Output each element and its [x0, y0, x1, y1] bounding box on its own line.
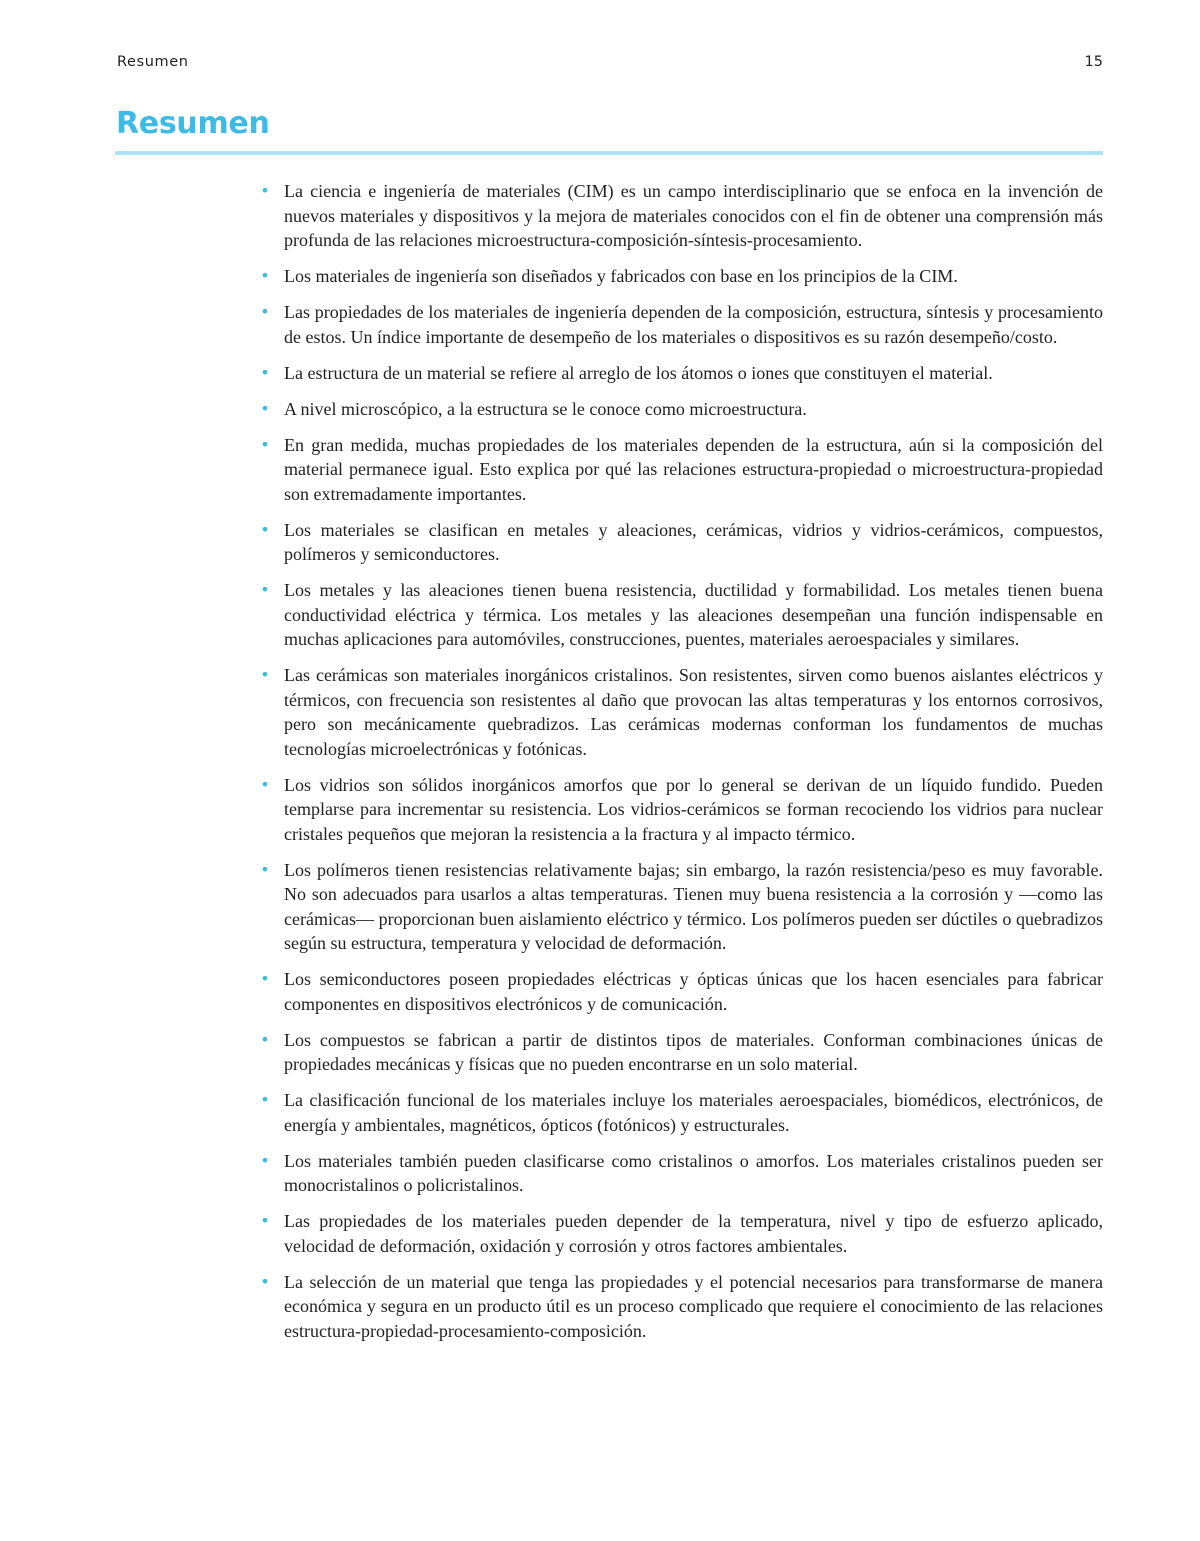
- bullet-icon: •: [260, 580, 270, 599]
- summary-item: [259, 578, 1103, 652]
- bullet-icon: •: [260, 1090, 270, 1109]
- summary-item-text: Las propiedades de los materiales pueden depender de la temperatura, nivel y tipo de esfuerzo aplicado, velocidad de deformación, oxidación y corrosión y otros factores ambientales.: [284, 1211, 1103, 1256]
- summary-item: [259, 179, 1103, 253]
- summary-item: [259, 967, 1103, 1016]
- summary-item: [259, 300, 1103, 349]
- summary-item: [259, 773, 1103, 847]
- page-number: 15: [1084, 54, 1103, 70]
- title-rule: [115, 151, 1103, 155]
- summary-item: [259, 264, 1103, 289]
- bullet-icon: •: [260, 266, 270, 285]
- summary-item: [259, 397, 1103, 422]
- summary-item-text: Los materiales se clasifican en metales y aleaciones, cerámicas, vidrios y vidrios-cerámicos, compuestos, polímeros y semiconductores.: [284, 519, 1103, 564]
- summary-item-text: A nivel microscópico, a la estructura se le conoce como microestructura.: [284, 398, 807, 419]
- summary-item: [259, 858, 1103, 956]
- summary-item-text: Las propiedades de los materiales de ingeniería dependen de la composición, estructura, síntesis y procesamiento de estos. Un índice importante de desempeño de los materiales o dispositivos es su razón desempeño/costo.: [284, 302, 1103, 347]
- summary-item-text: Los materiales de ingeniería son diseñados y fabricados con base en los principios de la CIM.: [284, 266, 958, 286]
- summary-item: [259, 361, 1103, 386]
- bullet-icon: •: [260, 969, 270, 988]
- summary-item-text: La clasificación funcional de los materiales incluye los materiales aeroespaciales, biomédicos, electrónicos, de energía y ambientales, magnéticos, ópticos (fotónicos) y estructurales.: [284, 1090, 1103, 1135]
- summary-item-text: En gran medida, muchas propiedades de los materiales dependen de la estructura, aún si la composición del material permanece igual. Esto explica por qué las relaciones estructura-propiedad o microestructura-propiedad son extremadamente importantes.: [284, 434, 1103, 504]
- summary-item-text: Los compuestos se fabrican a partir de distintos tipos de materiales. Conforman combinaciones únicas de propiedades mecánicas y físicas que no pueden encontrarse en un solo material.: [284, 1029, 1103, 1074]
- summary-item: [259, 1028, 1103, 1077]
- bullet-icon: •: [260, 302, 270, 321]
- summary-item-text: Los materiales también pueden clasificarse como cristalinos o amorfos. Los materiales cristalinos pueden ser monocristalinos o policristalinos.: [284, 1150, 1103, 1195]
- summary-item: [259, 1088, 1103, 1137]
- summary-item-text: Las cerámicas son materiales inorgánicos cristalinos. Son resistentes, sirven como buenos aislantes eléctricos y térmicos, con frecuencia son resistentes al daño que provocan las altas temperaturas y los entornos corrosivos, pero son mecánicamente quebradizos. Las cerámicas modernas conforman los fundamentos de muchas tecnologías microelectrónicas y fotónicas.: [284, 665, 1103, 759]
- bullet-icon: •: [260, 859, 270, 879]
- summary-list: [259, 179, 1103, 1355]
- summary-item: [259, 1270, 1103, 1344]
- bullet-icon: •: [260, 1211, 270, 1230]
- summary-item-text: La selección de un material que tenga las propiedades y el potencial necesarios para transformarse de manera económica y segura en un producto útil es un proceso complicado que requiere el conocimiento de las relaciones estructura-propiedad-procesamiento-composición.: [284, 1271, 1103, 1341]
- bullet-icon: •: [260, 181, 270, 200]
- bullet-icon: •: [260, 1150, 270, 1170]
- bullet-icon: •: [260, 519, 270, 539]
- bullet-icon: •: [260, 1271, 270, 1291]
- summary-item: [259, 518, 1103, 567]
- bullet-icon: •: [260, 434, 270, 454]
- bullet-icon: •: [260, 665, 270, 684]
- summary-item-text: Los polímeros tienen resistencias relativamente bajas; sin embargo, la razón resistencia/peso es muy favorable. No son adecuados para usarlos a altas temperaturas. Tienen muy buena resistencia a la corrosión y —como las cerámicas— proporcionan buen aislamiento eléctrico y térmico. Los polímeros pueden ser dúctiles o quebradizos según su estructura, temperatura y velocidad de deformación.: [284, 859, 1103, 953]
- bullet-icon: •: [260, 1029, 270, 1049]
- bullet-icon: •: [260, 774, 270, 794]
- summary-item: [259, 1149, 1103, 1198]
- summary-item: [259, 433, 1103, 507]
- summary-item: [259, 663, 1103, 761]
- summary-item-text: Los vidrios son sólidos inorgánicos amorfos que por lo general se derivan de un líquido fundido. Pueden templarse para incrementar su resistencia. Los vidrios-cerámicos se forman recociendo los vidrios para nuclear cristales pequeños que mejoran la resistencia a la fractura y al impacto térmico.: [284, 774, 1103, 844]
- summary-item-text: La ciencia e ingeniería de materiales (CIM) es un campo interdisciplinario que se enfoca en la invención de nuevos materiales y dispositivos y la mejora de materiales conocidos con el fin de obtener una comprensión más profunda de las relaciones microestructura-composición-síntesis-procesamiento.: [284, 181, 1103, 250]
- summary-item-text: La estructura de un material se refiere al arreglo de los átomos o iones que constituyen el material.: [284, 362, 993, 383]
- bullet-icon: •: [260, 362, 270, 382]
- summary-item-text: Los metales y las aleaciones tienen buena resistencia, ductilidad y formabilidad. Los metales tienen buena conductividad eléctrica y térmica. Los metales y las aleaciones desempeñan una función indispensable en muchas aplicaciones para automóviles, construcciones, puentes, materiales aeroespaciales y similares.: [284, 580, 1103, 649]
- running-head: Resumen: [117, 54, 189, 70]
- summary-item: [259, 1209, 1103, 1258]
- bullet-icon: •: [260, 398, 270, 418]
- summary-item-text: Los semiconductores poseen propiedades eléctricas y ópticas únicas que los hacen esenciales para fabricar componentes en dispositivos electrónicos y de comunicación.: [284, 969, 1103, 1014]
- section-title: Resumen: [116, 106, 270, 141]
